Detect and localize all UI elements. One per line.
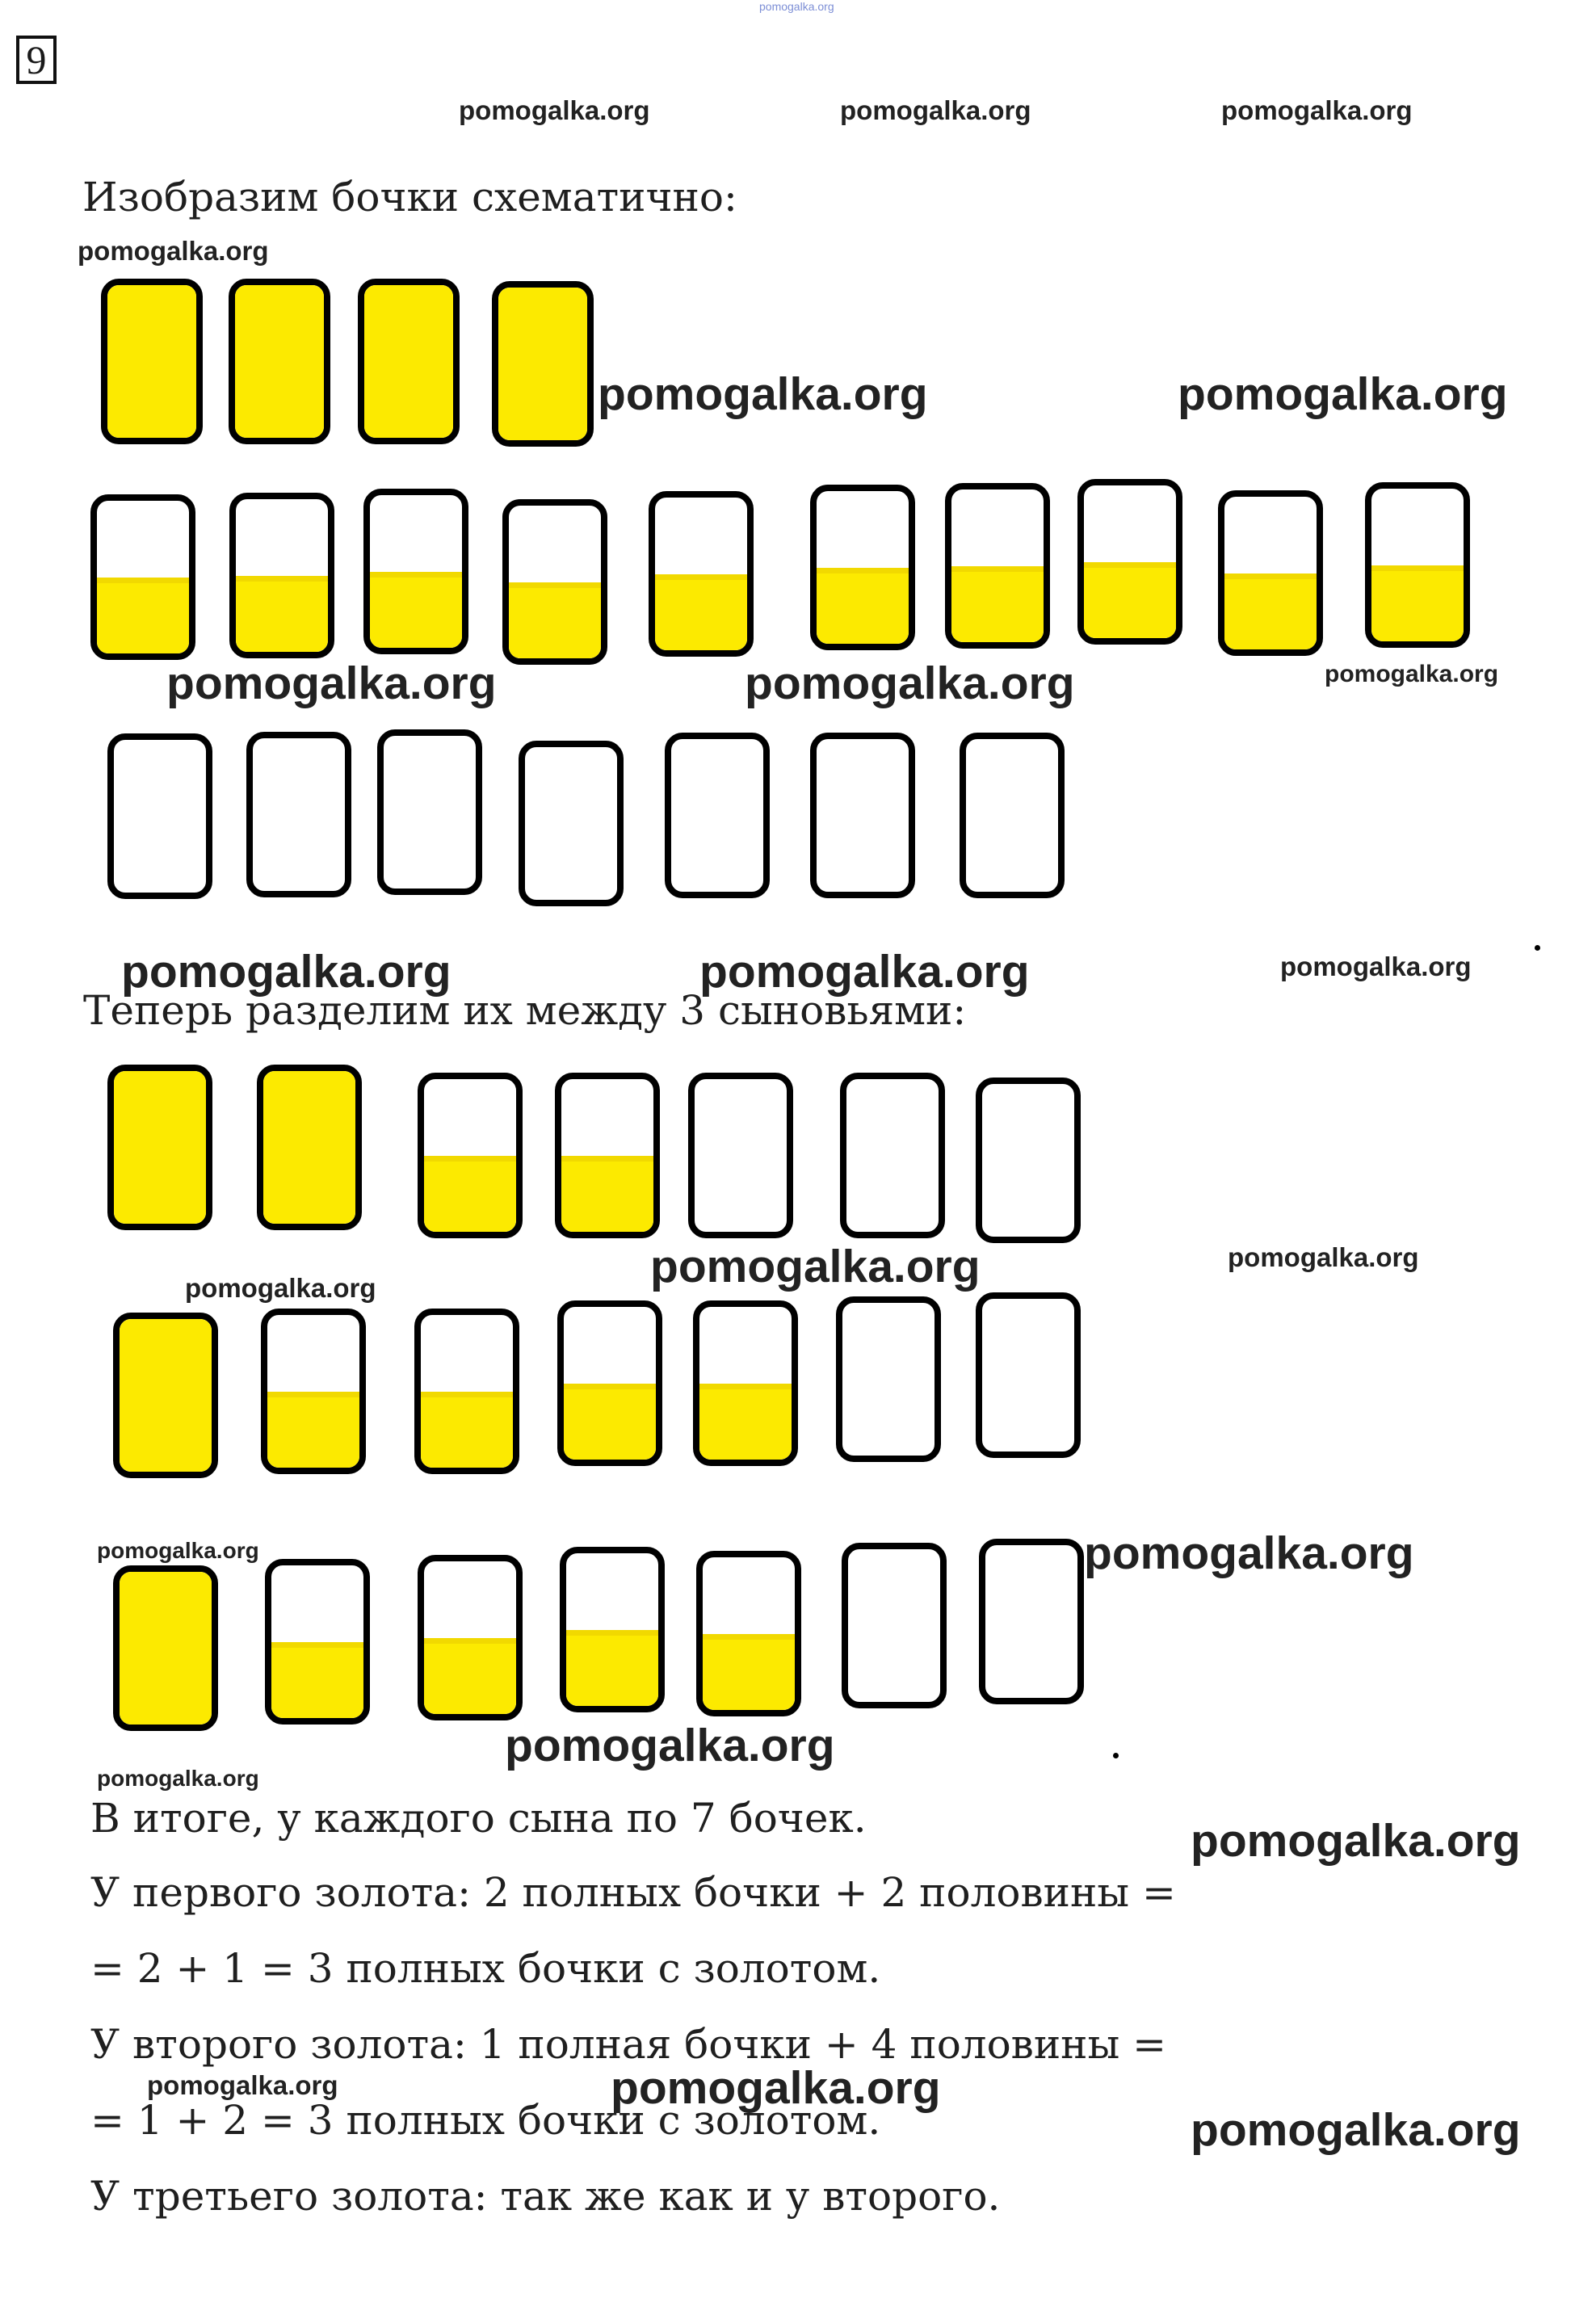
barrel-half [1365,482,1470,648]
watermark: pomogalka.org [611,2062,941,2114]
son3-barrel-half [696,1551,801,1716]
barrel-full [229,279,330,444]
barrel-empty [107,733,212,899]
barrel-half [945,483,1050,649]
son1-barrel-full [257,1065,362,1230]
watermark: pomogalka.org [1191,2104,1521,2156]
watermark: pomogalka.org [459,95,650,125]
son2-barrel-half [693,1300,798,1466]
son2-barrel-half [414,1309,519,1474]
watermark: pomogalka.org [1084,1527,1414,1579]
watermark: pomogalka.org [185,1273,376,1303]
result-line-5: = 1 + 2 = 3 полных бочки с золотом. [90,2097,881,2144]
son2-barrel-half [261,1309,366,1474]
dot [1113,1753,1119,1758]
barrel-half [90,494,195,660]
son1-barrel-half [418,1073,523,1238]
son1-barrel-empty [688,1073,793,1238]
barrel-full [358,279,460,444]
result-line-3: = 2 + 1 = 3 полных бочки с золотом. [90,1945,881,1992]
watermark: pomogalka.org [598,368,928,420]
watermark-top: pomogalka.org [759,0,834,13]
watermark: pomogalka.org [97,1538,259,1563]
barrel-empty [960,733,1065,898]
watermark: pomogalka.org [1191,1815,1521,1867]
result-line-6: У третьего золота: так же как и у второго. [90,2173,1001,2220]
barrel-empty [519,741,624,906]
son3-barrel-half [418,1555,523,1720]
dot [1535,945,1540,951]
result-line-4: У второго золота: 1 полная бочки + 4 половины = [90,2021,1167,2068]
watermark: pomogalka.org [78,236,269,266]
son1-barrel-full [107,1065,212,1230]
watermark: pomogalka.org [166,657,497,709]
barrel-half [1077,479,1182,645]
barrel-half [649,491,754,657]
son3-barrel-empty [979,1539,1084,1704]
son3-barrel-full [113,1565,218,1731]
barrel-half [229,493,334,658]
watermark: pomogalka.org [699,946,1030,998]
barrel-half [502,499,607,665]
barrel-full [492,281,594,447]
watermark: pomogalka.org [1280,952,1472,981]
watermark: pomogalka.org [650,1241,981,1292]
barrel-half [1218,490,1323,656]
barrel-empty [377,729,482,895]
son1-barrel-empty [976,1078,1081,1243]
result-line-1: В итоге, у каждого сына по 7 бочек. [90,1795,867,1842]
barrel-half [810,485,915,650]
son1-barrel-half [555,1073,660,1238]
son2-barrel-empty [836,1296,941,1462]
problem-number: 9 [16,36,57,84]
watermark: pomogalka.org [1228,1242,1419,1272]
watermark: pomogalka.org [505,1720,835,1771]
divide-line: Теперь разделим их между 3 сыновьями: [83,987,967,1034]
watermark: pomogalka.org [840,95,1031,125]
son2-barrel-full [113,1313,218,1478]
watermark: pomogalka.org [121,946,452,998]
son3-barrel-half [265,1559,370,1725]
son2-barrel-empty [976,1292,1081,1458]
watermark: pomogalka.org [1221,95,1413,125]
son3-barrel-empty [842,1543,947,1708]
son3-barrel-half [560,1547,665,1712]
watermark: pomogalka.org [1325,661,1499,687]
barrel-empty [665,733,770,898]
watermark: pomogalka.org [745,657,1075,709]
barrel-empty [246,732,351,897]
watermark: pomogalka.org [1178,368,1508,420]
intro-line: Изобразим бочки схематично: [82,174,737,221]
watermark: pomogalka.org [97,1766,259,1791]
barrel-full [101,279,203,444]
barrel-half [363,489,468,654]
son1-barrel-empty [840,1073,945,1238]
watermark: pomogalka.org [147,2070,338,2100]
son2-barrel-half [557,1300,662,1466]
barrel-empty [810,733,915,898]
result-line-2: У первого золота: 2 полных бочки + 2 половины = [90,1869,1176,1916]
